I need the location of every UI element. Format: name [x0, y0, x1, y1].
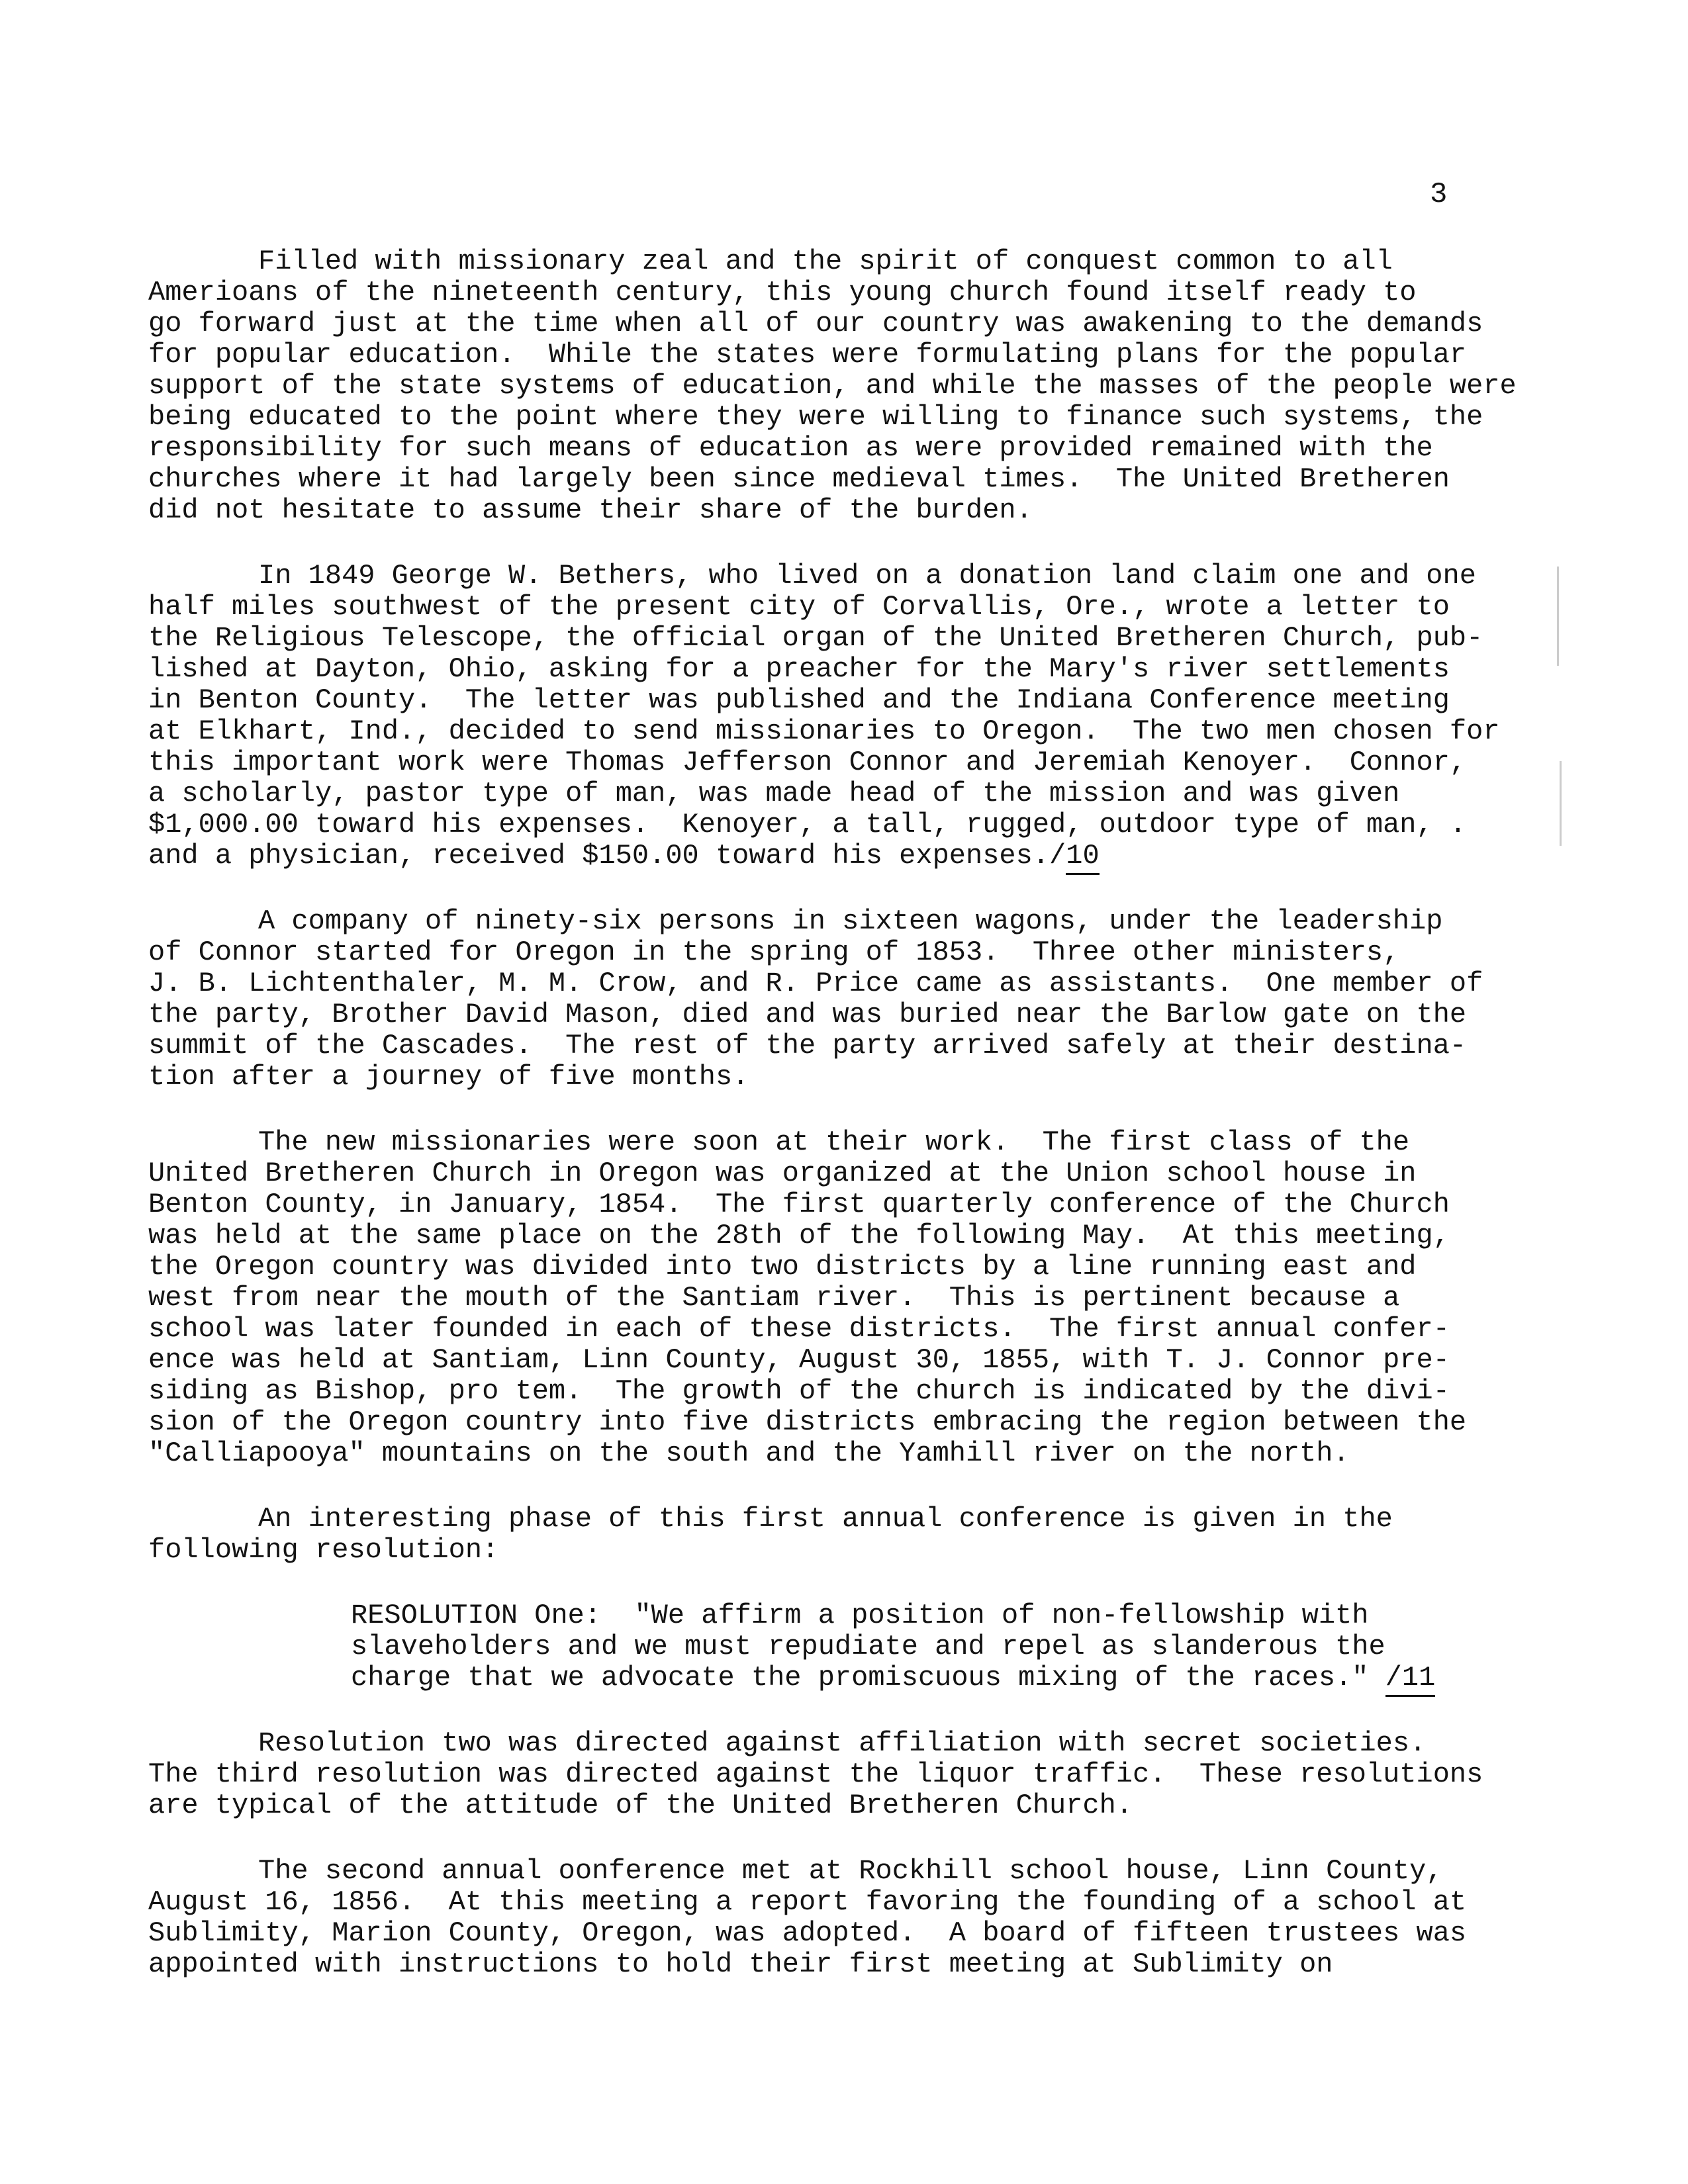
- text-line: Resolution two was directed against affiliation with secret societies.: [258, 1727, 1427, 1759]
- text-line: go forward just at the time when all of our country was awakening to the demands: [148, 308, 1483, 340]
- paragraph-5: [148, 1504, 1552, 1566]
- text-line: the Religious Telescope, the official organ of the United Bretheren Church, pub-: [148, 622, 1483, 654]
- text-line: The second annual oonference met at Rockhill school house, Linn County,: [258, 1855, 1443, 1887]
- paragraph-3: [148, 906, 1552, 1093]
- text-line: charge that we advocate the promiscuous mixing of the races." /11: [351, 1662, 1552, 1694]
- paragraph-1: [148, 246, 1552, 526]
- text-line: siding as Bishop, pro tem. The growth of the church is indicated by the divi-: [148, 1375, 1450, 1407]
- text-line: J. B. Lichtenthaler, M. M. Crow, and R. Price came as assistants. One member of: [148, 968, 1483, 999]
- text-line: A company of ninety-six persons in sixteen wagons, under the leadership: [258, 905, 1443, 937]
- text-line: Amerioans of the nineteenth century, this young church found itself ready to: [148, 277, 1417, 308]
- text-line: ence was held at Santiam, Linn County, August 30, 1855, with T. J. Connor pre-: [148, 1344, 1450, 1376]
- page-body: [148, 246, 1552, 2015]
- text-line: August 16, 1856. At this meeting a report favoring the founding of a school at: [148, 1886, 1467, 1918]
- text-line: this important work were Thomas Jefferson Connor and Jeremiah Kenoyer. Connor,: [148, 747, 1467, 778]
- text-line: being educated to the point where they were willing to finance such systems, the: [148, 401, 1483, 433]
- footnote-marker: 10: [1066, 840, 1099, 875]
- text-line: are typical of the attitude of the United Bretheren Church.: [148, 1790, 1133, 1821]
- text-line: and a physician, received $150.00 toward his expenses./10: [148, 841, 1552, 872]
- text-line: west from near the mouth of the Santiam river. This is pertinent because a: [148, 1282, 1400, 1314]
- text-line: the Oregon country was divided into two districts by a line running east and: [148, 1251, 1417, 1283]
- footnote-marker: /11: [1385, 1662, 1436, 1697]
- text-line: of Connor started for Oregon in the spring of 1853. Three other ministers,: [148, 936, 1400, 968]
- text-line: did not hesitate to assume their share of the burden.: [148, 494, 1033, 526]
- paragraph-6: [148, 1728, 1552, 1821]
- margin-stray-mark: [1557, 567, 1559, 666]
- text-line: In 1849 George W. Bethers, who lived on a donation land claim one and one: [258, 560, 1476, 592]
- text-line: Benton County, in January, 1854. The first quarterly conference of the Church: [148, 1189, 1450, 1220]
- text-line: sion of the Oregon country into five districts embracing the region between the: [148, 1406, 1467, 1438]
- text-line: The third resolution was directed against the liquor traffic. These resolutions: [148, 1758, 1483, 1790]
- text-line: half miles southwest of the present city of Corvallis, Ore., wrote a letter to: [148, 591, 1450, 623]
- paragraph-2: [148, 561, 1552, 872]
- text-line: lished at Dayton, Ohio, asking for a preacher for the Mary's river settlements: [148, 653, 1450, 685]
- text-line: Filled with missionary zeal and the spirit of conquest common to all: [258, 246, 1393, 277]
- text-line: support of the state systems of education, and while the masses of the people were: [148, 370, 1517, 402]
- text-line: the party, Brother David Mason, died and was buried near the Barlow gate on the: [148, 999, 1467, 1030]
- text-line: The new missionaries were soon at their work. The first class of the: [258, 1126, 1410, 1158]
- text-line: tion after a journey of five months.: [148, 1061, 749, 1093]
- text-line: summit of the Cascades. The rest of the party arrived safely at their destina-: [148, 1030, 1467, 1062]
- page-number: 3: [1430, 178, 1448, 211]
- paragraph-7: [148, 1856, 1552, 1980]
- text-line: responsibility for such means of education as were provided remained with the: [148, 432, 1433, 464]
- text-line: RESOLUTION One: "We affirm a position of non-fellowship with: [351, 1600, 1369, 1631]
- text-line: appointed with instructions to hold their first meeting at Sublimity on: [148, 1948, 1333, 1980]
- text-line: at Elkhart, Ind., decided to send missionaries to Oregon. The two men chosen for: [148, 715, 1500, 747]
- text-line: was held at the same place on the 28th of the following May. At this meeting,: [148, 1220, 1450, 1251]
- paragraph-4: [148, 1127, 1552, 1469]
- text-line: $1,000.00 toward his expenses. Kenoyer, a tall, rugged, outdoor type of man, .: [148, 809, 1467, 841]
- text-line: "Calliapooya" mountains on the south and the Yamhill river on the north.: [148, 1437, 1350, 1469]
- text-line: An interesting phase of this first annual conference is given in the: [258, 1503, 1393, 1535]
- text-line: United Bretheren Church in Oregon was organized at the Union school house in: [148, 1158, 1417, 1189]
- text-line: following resolution:: [148, 1534, 499, 1566]
- text-line: for popular education. While the states were formulating plans for the popular: [148, 339, 1467, 371]
- text-line: in Benton County. The letter was published and the Indiana Conference meeting: [148, 684, 1450, 716]
- text-line: slaveholders and we must repudiate and repel as slanderous the: [351, 1631, 1385, 1662]
- text-line: school was later founded in each of these districts. The first annual confer-: [148, 1313, 1450, 1345]
- margin-stray-mark: [1560, 761, 1562, 846]
- resolution-block: [351, 1600, 1552, 1694]
- text-line: Sublimity, Marion County, Oregon, was adopted. A board of fifteen trustees was: [148, 1917, 1467, 1949]
- text-line: churches where it had largely been since medieval times. The United Bretheren: [148, 463, 1450, 495]
- text-line: a scholarly, pastor type of man, was made head of the mission and was given: [148, 778, 1400, 809]
